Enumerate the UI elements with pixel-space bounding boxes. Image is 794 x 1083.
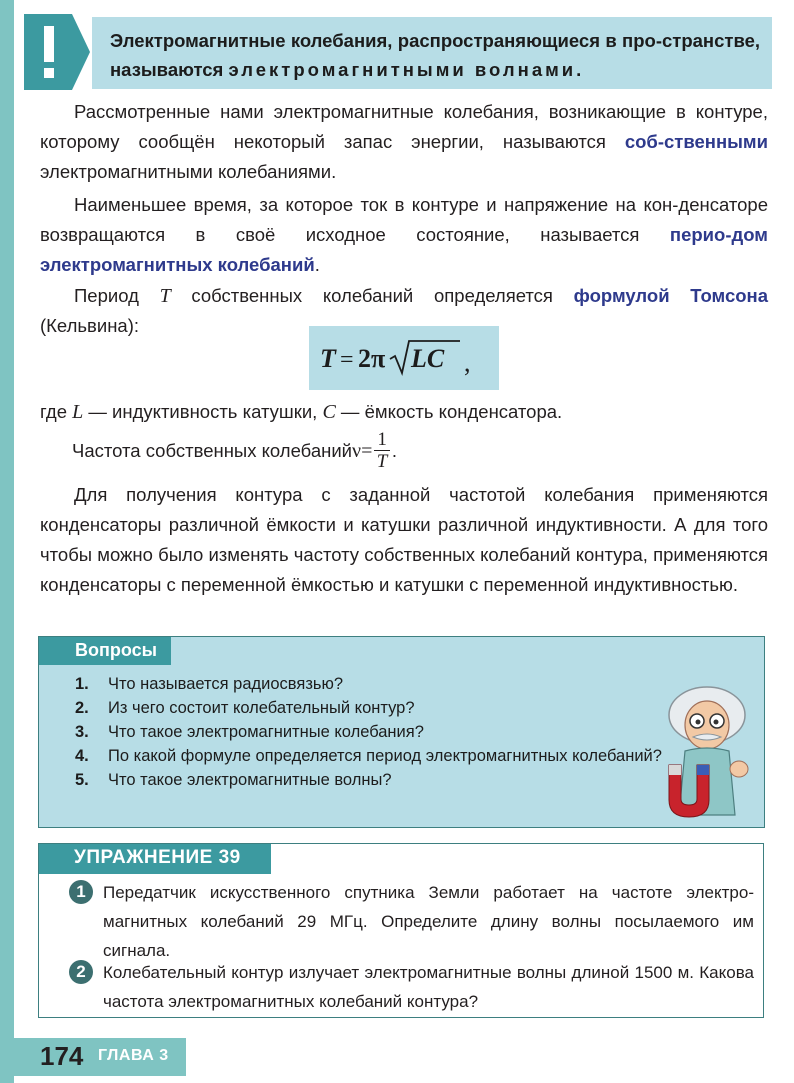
- thomson-formula: [314, 333, 494, 383]
- definition-text: Электромагнитные колебания, распространяющиеся в про-странстве, называются электромагнитными волнами.: [110, 30, 760, 80]
- paragraph-period-definition: Наименьшее время, за которое ток в контуре и напряжение на кон-денсаторе возвращаются в своё исходное состояние, называется перио-дом электромагнитных колебаний.: [40, 194, 768, 275]
- exclamation-icon: [22, 12, 112, 92]
- questions-list: [75, 672, 675, 792]
- svg-text:T: T: [320, 344, 336, 373]
- page-number: 174: [40, 1041, 84, 1071]
- questions-box: [38, 636, 765, 828]
- paragraph-thomson: Период T собственных колебаний определяется формулой Томсона (Кельвина):: [40, 285, 768, 336]
- professor-illustration: [659, 685, 759, 825]
- exercise-item: 1 Передатчик искусственного спутника Земли работает на частоте электро-магнитных колебаний 29 МГц. Определите длину волны посылаемого им сигнала.: [69, 878, 754, 965]
- term-own: соб-ственными: [624, 131, 768, 152]
- question-item: 3. Что такое электромагнитные колебания?: [75, 723, 424, 741]
- where-line: где L — индуктивность катушки, C — ёмкость конденсатора.: [40, 401, 563, 423]
- exercise-box: [38, 843, 764, 1018]
- left-margin-strip: [0, 0, 14, 1083]
- question-item: 2. Из чего состоит колебательный контур?: [75, 699, 415, 717]
- frequency-fraction: $\frac{1}{T}$: [374, 429, 390, 473]
- exercise-number-badge: 1: [69, 880, 93, 904]
- questions-title: Вопросы: [75, 640, 158, 660]
- exercise-title: УПРАЖНЕНИЕ 39: [74, 847, 241, 868]
- exercise-item: 2 Колебательный контур излучает электромагнитные волны длиной 1500 м. Какова частота электромагнитных колебаний контура?: [69, 958, 754, 1016]
- question-item: 4. По какой формуле определяется период электромагнитных колебаний?: [75, 747, 662, 765]
- term-thomson-formula: формулой Томсона: [573, 285, 768, 306]
- svg-text:2π: 2π: [358, 344, 386, 373]
- frequency-line: Частота собственных колебаний ν = $\frac{1}{T}$ .: [72, 429, 397, 472]
- definition-term: электромагнитными волнами: [228, 59, 577, 80]
- svg-text:,: ,: [464, 348, 471, 377]
- svg-text:=: =: [340, 347, 354, 373]
- chapter-label: ГЛАВА 3: [98, 1047, 169, 1064]
- exercise-number-badge: 2: [69, 960, 93, 984]
- definition-box: [22, 12, 772, 92]
- term-period: перио-дом электромагнитных колебаний: [40, 224, 768, 275]
- paragraph-own-oscillations: Рассмотренные нами электромагнитные колебания, возникающие в контуре, которому сообщён некоторый запас энергии, называются соб-ственными электромагнитными колебаниями.: [40, 101, 768, 182]
- svg-text:LC: LC: [411, 344, 445, 373]
- question-item: 1. Что называется радиосвязью?: [75, 675, 344, 693]
- paragraph-variable-components: Для получения контура с заданной частотой колебания применяются конденсаторы различной ёмкости и катушки различной индуктивности. А для того чтобы можно было изменять частоту собственных колебаний контура, применяются конденсаторы с переменной ёмкостью и катушки с переменной индуктивностью.: [40, 484, 768, 595]
- question-item: 5. Что такое электромагнитные волны?: [75, 771, 392, 789]
- thomson-formula-box: [309, 326, 499, 390]
